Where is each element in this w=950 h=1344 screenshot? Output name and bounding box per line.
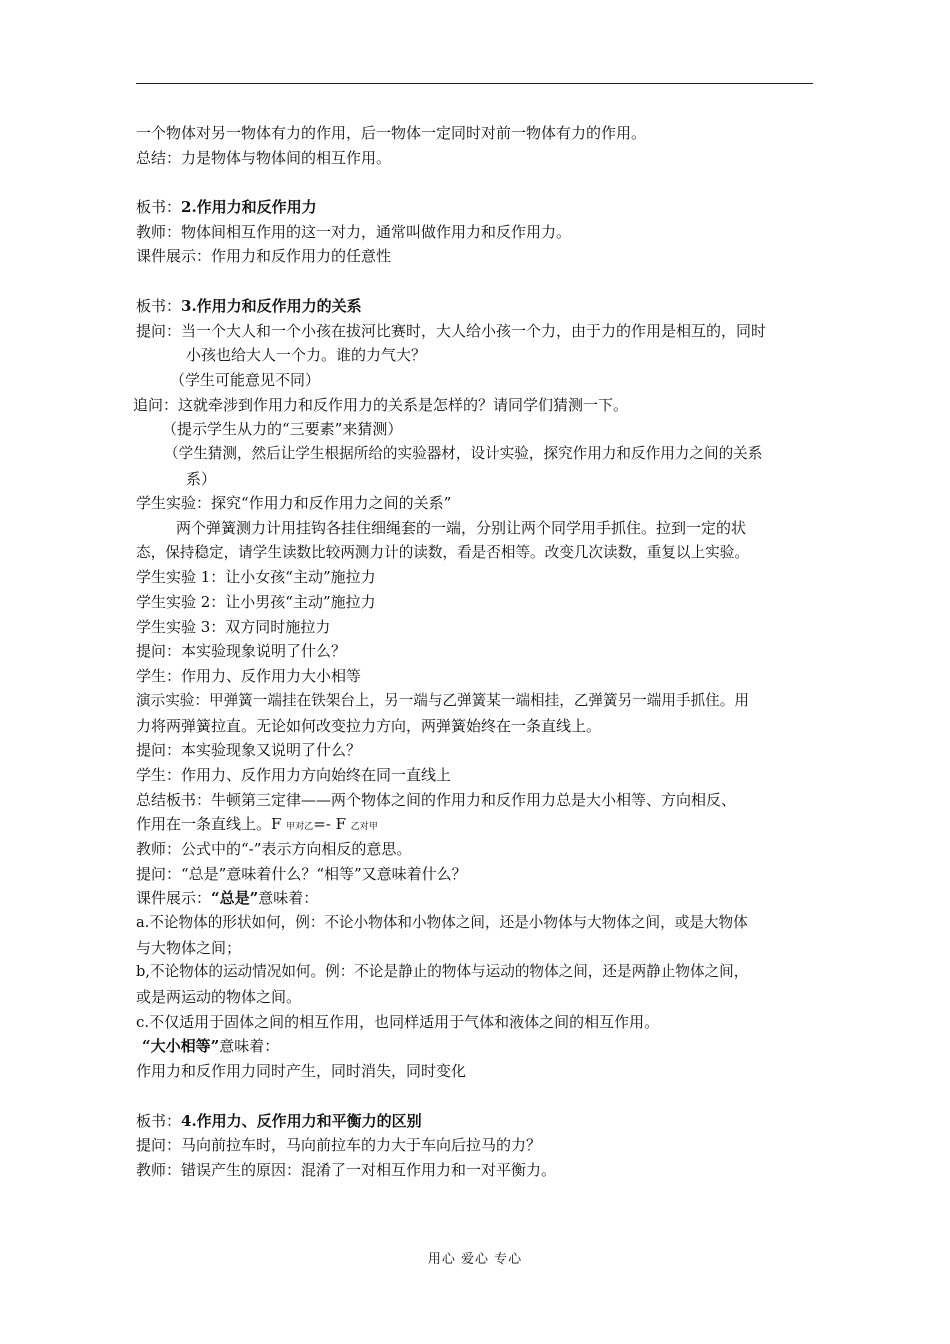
text-line: 学生实验 2：让小男孩“主动”施拉力 <box>136 593 376 612</box>
page-footer: 用心 爱心 专心 <box>427 1252 523 1267</box>
board-heading: 板书：3.作用力和反作用力的关系 <box>136 296 362 315</box>
text-line: 提问：“总是”意味着什么？“相等”又意味着什么？ <box>136 864 467 883</box>
text-line: c.不仅适用于固体之间的相互作用，也同样适用于气体和液体之间的相互作用。 <box>136 1012 660 1031</box>
text-line: 课件展示：作用力和反作用力的任意性 <box>136 247 392 266</box>
text-line: a.不论物体的形状如何，例：不论小物体和小物体之间，还是小物体与大物体之间，或是大物体 <box>136 914 748 931</box>
text-line: 两个弹簧测力计用挂钩各挂住细绳套的一端，分别让两个同学用手抓住。拉到一定的状 <box>176 519 747 537</box>
text-line: 教师：物体间相互作用的这一对力，通常叫做作用力和反作用力。 <box>136 222 572 241</box>
text-line: 教师：公式中的“-”表示方向相反的意思。 <box>136 839 412 858</box>
text-line: 学生：作用力、反作用力方向始终在同一直线上 <box>136 765 452 784</box>
text-line: 教师：错误产生的原因：混淆了一对相互作用力和一对平衡力。 <box>136 1160 557 1179</box>
text-line: 小孩也给大人一个力。谁的力气大？ <box>186 346 427 365</box>
board-heading: 板书：4.作用力、反作用力和平衡力的区别 <box>136 1111 422 1130</box>
formula-line: 作用在一条直线上。F 甲对乙=- F 乙对甲 <box>136 815 378 834</box>
text-line: 提问：马向前拉车时，马向前拉车的力大于车向后拉马的力？ <box>136 1136 542 1155</box>
text-line: “大小相等”意味着： <box>142 1037 280 1056</box>
text-line: b,不论物体的运动情况如何。例：不论是静止的物体与运动的物体之间，还是两静止物体之间， <box>136 963 749 981</box>
text-line: 与大物体之间； <box>136 938 242 957</box>
text-line: 课件展示：“总是”意味着： <box>136 889 319 908</box>
text-line: 或是两运动的物体之间。 <box>136 988 302 1007</box>
document-body <box>133 121 816 1183</box>
text-line: （学生猜测，然后让学生根据所给的实验器材，设计实验，探究作用力和反作用力之间的关系 <box>164 444 763 462</box>
header-rule <box>136 83 813 84</box>
text-line: 学生实验：探究“作用力和反作用力之间的关系” <box>136 494 452 513</box>
text-line: （提示学生从力的“三要素”来猜测） <box>162 420 403 439</box>
text-line: 系） <box>186 469 217 488</box>
text-line: 演示实验：甲弹簧一端挂在铁架台上，另一端与乙弹簧某一端相挂，乙弹簧另一端用手抓住。用 <box>136 691 749 709</box>
text-line: 总结板书：牛顿第三定律——两个物体之间的作用力和反作用力总是大小相等、方向相反、 <box>136 790 737 809</box>
text-line: 学生：作用力、反作用力大小相等 <box>136 667 362 686</box>
text-line: 追问：这就牵涉到作用力和反作用力的关系是怎样的？请同学们猜测一下。 <box>133 395 629 414</box>
text-line: 总结：力是物体与物体间的相互作用。 <box>136 148 392 167</box>
text-line: 力将两弹簧拉直。无论如何改变拉力方向，两弹簧始终在一条直线上。 <box>136 716 602 735</box>
text-line: 学生实验 1：让小女孩“主动”施拉力 <box>136 568 376 587</box>
board-heading: 板书：2.作用力和反作用力 <box>136 198 317 217</box>
text-line: 作用力和反作用力同时产生，同时消失，同时变化 <box>136 1062 467 1081</box>
text-line: （学生可能意见不同） <box>170 370 321 389</box>
text-line: 提问：本实验现象又说明了什么？ <box>136 741 362 760</box>
text-line: 提问：当一个大人和一个小孩在拔河比赛时，大人给小孩一个力，由于力的作用是相互的，同时 <box>136 321 767 340</box>
text-line: 态，保持稳定，请学生读数比较两测力计的读数，看是否相等。改变几次读数，重复以上实验。 <box>136 543 749 561</box>
text-line: 学生实验 3：双方同时施拉力 <box>136 617 331 636</box>
text-line: 提问：本实验现象说明了什么？ <box>136 642 347 661</box>
text-line: 一个物体对另一物体有力的作用，后一物体一定同时对前一物体有力的作用。 <box>136 124 647 142</box>
